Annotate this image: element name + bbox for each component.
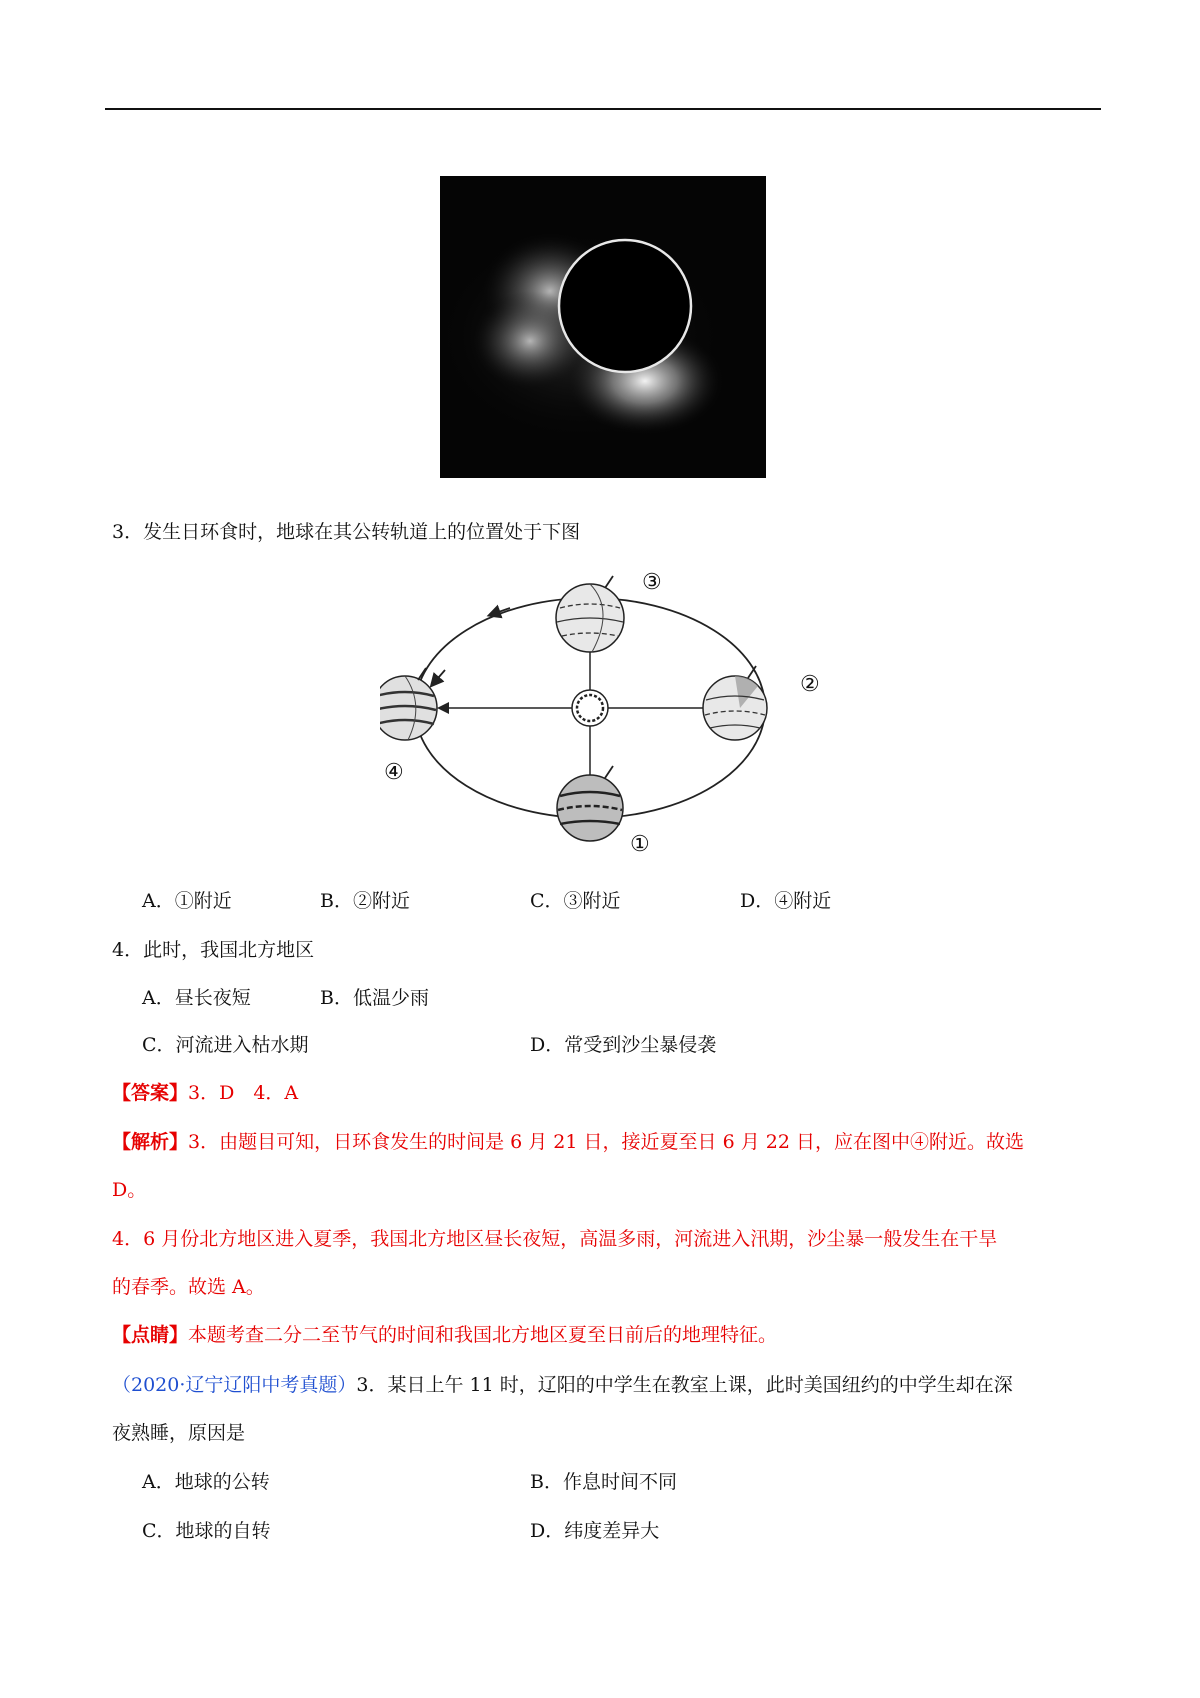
liaoyang-option-d[interactable]: D．纬度差异大	[530, 1520, 660, 1542]
answer-line	[112, 1078, 298, 1105]
label-position-2: ②	[800, 672, 820, 697]
liaoyang-question-line-1	[112, 1370, 1013, 1397]
earth-position-4	[380, 668, 437, 740]
label-position-1: ①	[630, 832, 650, 857]
answer-text: 3．D 4．A	[188, 1082, 299, 1104]
header-rule	[105, 108, 1101, 110]
liaoyang-option-b[interactable]: B．作息时间不同	[530, 1471, 677, 1493]
answer-tag: 【答案】	[112, 1082, 189, 1104]
q3-option-b[interactable]: B．②附近	[320, 890, 410, 912]
analysis-line-2: D。	[112, 1179, 147, 1201]
q4-option-c[interactable]: C．河流进入枯水期	[142, 1034, 309, 1056]
earth-position-1	[557, 766, 623, 841]
analysis-tag: 【解析】	[112, 1131, 189, 1153]
question-4-stem: 4．此时，我国北方地区	[112, 939, 315, 961]
liaoyang-option-c[interactable]: C．地球的自转	[142, 1520, 271, 1542]
sun-icon	[572, 690, 608, 726]
comment-tag: 【点睛】	[112, 1324, 189, 1346]
q4-option-b[interactable]: B．低温少雨	[320, 987, 429, 1009]
earth-orbit-diagram	[380, 560, 860, 870]
liaoyang-option-a[interactable]: A．地球的公转	[142, 1471, 270, 1493]
analysis-text-1: 3．由题目可知，日环食发生的时间是 6 月 21 日，接近夏至日 6 月 22 日，应在图中④附近。故选	[188, 1131, 1024, 1153]
label-position-4: ④	[384, 760, 404, 785]
earth-position-3	[556, 576, 624, 652]
question-3-stem: 3．发生日环食时，地球在其公转轨道上的位置处于下图	[112, 521, 581, 543]
label-position-3: ③	[642, 570, 662, 595]
liaoyang-question-line-2: 夜熟睡，原因是	[112, 1422, 246, 1444]
comment-text: 本题考查二分二至节气的时间和我国北方地区夏至日前后的地理特征。	[188, 1324, 778, 1346]
q4-option-a[interactable]: A．昼长夜短	[142, 987, 251, 1009]
analysis-line-1	[112, 1127, 1024, 1154]
question-source: （2020·辽宁辽阳中考真题）	[112, 1374, 357, 1396]
q3-option-d[interactable]: D．④附近	[740, 890, 832, 912]
liaoyang-stem-1: 3．某日上午 11 时，辽阳的中学生在教室上课，此时美国纽约的中学生却在深	[356, 1374, 1013, 1396]
analysis-line-4: 的春季。故选 A。	[112, 1276, 265, 1298]
q4-option-d[interactable]: D．常受到沙尘暴侵袭	[530, 1034, 717, 1056]
solar-eclipse-photo	[440, 176, 766, 478]
comment-line	[112, 1320, 777, 1347]
q3-option-c[interactable]: C．③附近	[530, 890, 621, 912]
q3-option-a[interactable]: A．①附近	[142, 890, 232, 912]
analysis-line-3: 4．6 月份北方地区进入夏季，我国北方地区昼长夜短，高温多雨，河流进入汛期，沙尘暴一般发生在干旱	[112, 1228, 998, 1250]
